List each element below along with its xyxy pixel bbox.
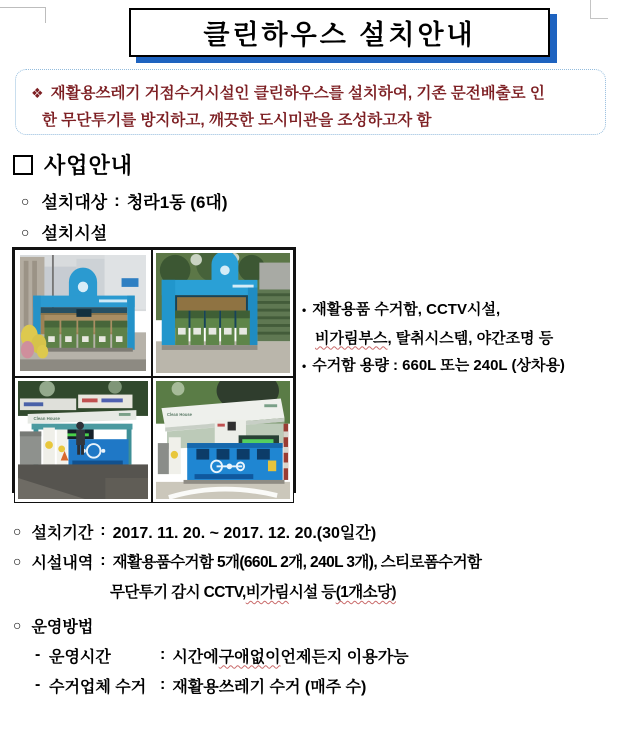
- kiosk-shadow: [162, 345, 258, 350]
- blue-sign: [122, 278, 139, 287]
- install-facility-row: [21, 219, 107, 244]
- circle-bullet-icon: ○: [13, 617, 22, 633]
- dash-bullet: -: [35, 676, 41, 693]
- green-bins: [175, 311, 250, 346]
- qr-code: [228, 422, 236, 431]
- install-target-label: 설치대상: [41, 193, 108, 212]
- roof-logo: [119, 413, 131, 416]
- photo-roof-label: Clean House: [167, 411, 192, 417]
- note-line-2: [315, 325, 622, 353]
- note-text-2: , 탈취시스템, 야간조명 등: [387, 329, 554, 347]
- details-section: [13, 519, 618, 697]
- sign-dot: [171, 451, 178, 459]
- photo-cleanhouse-shelter: [18, 381, 148, 499]
- photo-grid: [12, 247, 296, 493]
- building-windows: [24, 261, 29, 327]
- section-title: 사업안내: [44, 153, 134, 178]
- yellow-sticker: [268, 461, 276, 472]
- operation-hours-v2: 언제든지 이용가능: [280, 648, 409, 666]
- bullet-icon: •: [302, 359, 307, 373]
- circle-bullet-icon: ○: [13, 523, 22, 539]
- circle-bullet-icon: ○: [13, 553, 22, 569]
- sky-gap: [172, 382, 185, 396]
- photo-cleanhouse-canopy: [156, 381, 290, 499]
- kiosk-logo: [78, 282, 88, 293]
- kiosk-back-panel: [177, 297, 246, 310]
- colon: :: [160, 676, 166, 693]
- sky-gap: [190, 254, 201, 266]
- bullet-icon: •: [302, 303, 307, 317]
- square-bullet-icon: [13, 155, 33, 175]
- operation-hours-v1: 시간에: [172, 648, 219, 666]
- period-row: [13, 519, 618, 543]
- photo-cell-3: [14, 377, 152, 503]
- photo-roof-label: Clean House: [33, 415, 60, 421]
- note-line-1: [302, 296, 622, 325]
- facility-detail-line2: [110, 579, 618, 603]
- summary-box: [15, 69, 606, 135]
- kiosk-post-right: [127, 296, 135, 350]
- sign-dot: [58, 446, 65, 453]
- gray-cabinet: [20, 431, 41, 464]
- period-label: 설치기간: [31, 524, 94, 542]
- sign-dot: [45, 441, 53, 449]
- circle-bullet-icon: ○: [21, 223, 30, 240]
- note-text-2-wavy: 비가림부스: [315, 329, 388, 347]
- operation-hours-row: [13, 643, 618, 667]
- period-value: 2017. 11. 20. ~ 2017. 12. 20.(30일간): [112, 524, 377, 542]
- photo-cleanhouse-street: [20, 255, 146, 371]
- operation-hours-wavy: 구애없이: [218, 648, 281, 666]
- colon: :: [160, 646, 166, 663]
- photo-notes: [302, 296, 622, 381]
- green-bins: [44, 321, 127, 350]
- pole-stripe: [284, 462, 289, 468]
- collection-label: 수거업체 수거: [49, 678, 147, 696]
- section-heading: [13, 149, 133, 180]
- concrete-wall: [259, 263, 290, 292]
- facility-detail-row: [13, 549, 618, 573]
- kiosk-text: [233, 285, 254, 288]
- logo-dot: [101, 449, 105, 453]
- install-target-value: 청라1동 (6대): [126, 193, 228, 212]
- kiosk-logo: [220, 265, 230, 275]
- table-corner-mark-left: [0, 7, 46, 23]
- summary-text-1: 재활용쓰레기 거점수거시설인 클린하우스를 설치하여, 기존 문전배출로 인: [50, 85, 545, 102]
- banner-text: [82, 398, 98, 402]
- table-corner-mark-right: [590, 0, 608, 19]
- page-title: 클린하우스 설치안내: [203, 20, 476, 50]
- collection-row: [13, 673, 618, 697]
- circle-bullet-icon: ○: [21, 192, 30, 209]
- facility-line2-wavy2: (1개소당): [335, 584, 396, 601]
- diamond-bullet-icon: ❖: [31, 85, 44, 101]
- operation-row: [13, 613, 618, 637]
- collection-value: 재활용쓰레기 수거 (매주 수): [172, 678, 367, 696]
- facility-line2-b: 시설 등: [288, 584, 336, 601]
- pole-stripe: [284, 447, 289, 453]
- road-shadow: [20, 359, 146, 371]
- pole-stripe: [284, 431, 289, 437]
- poster-text: [217, 424, 224, 427]
- container-rail: [187, 443, 282, 448]
- photo-cleanhouse-trees: [156, 253, 290, 373]
- photo-cell-1: [14, 249, 152, 377]
- roof-logo: [264, 404, 277, 407]
- kiosk-screen: [76, 309, 91, 317]
- install-target-row: [21, 188, 228, 213]
- note-line-3: [302, 352, 622, 381]
- banner-text: [101, 398, 122, 402]
- facility-detail-line1: 재활용품수거함 5개(660L 2개, 240L 3개), 스티로폼수거함: [112, 554, 482, 571]
- bin-shadow: [39, 348, 133, 352]
- facility-line2-wavy: 비가림: [245, 584, 289, 601]
- cabinet-lid: [20, 431, 41, 436]
- banner-text: [24, 402, 43, 406]
- operation-label: 운영방법: [31, 618, 94, 636]
- summary-line-1: [31, 80, 591, 107]
- note-text-1: 재활용품 수거함, CCTV시설,: [312, 301, 501, 318]
- colon: :: [100, 522, 106, 539]
- container-shadow: [184, 480, 285, 484]
- operation-hours-label: 운영시간: [49, 648, 111, 666]
- install-facility-label: 설치시설: [41, 224, 108, 243]
- colon: :: [114, 190, 120, 210]
- sky-gap: [39, 381, 55, 397]
- summary-line-2: [42, 107, 591, 134]
- colon: :: [100, 552, 106, 569]
- dash-bullet: -: [35, 646, 41, 663]
- kiosk-text: [99, 299, 127, 302]
- asphalt-patch: [105, 478, 148, 499]
- gray-cabinet: [158, 443, 169, 474]
- note-text-3: 수거함 용량 : 660L 또는 240L (상차용): [312, 357, 565, 374]
- facility-detail-label: 시설내역: [31, 554, 94, 572]
- kiosk-side-panel: [162, 280, 175, 345]
- container-text-strip: [195, 474, 254, 479]
- facility-line2-a: 무단투기 감시 CCTV,: [110, 584, 246, 601]
- photo-cell-4: [152, 377, 294, 503]
- photo-cell-2: [152, 249, 294, 377]
- title-box: [129, 8, 550, 57]
- led-text: [242, 439, 273, 443]
- summary-text-2: 한 무단투기를 방지하고, 깨끗한 도시미관을 조성하고자 함: [42, 112, 432, 129]
